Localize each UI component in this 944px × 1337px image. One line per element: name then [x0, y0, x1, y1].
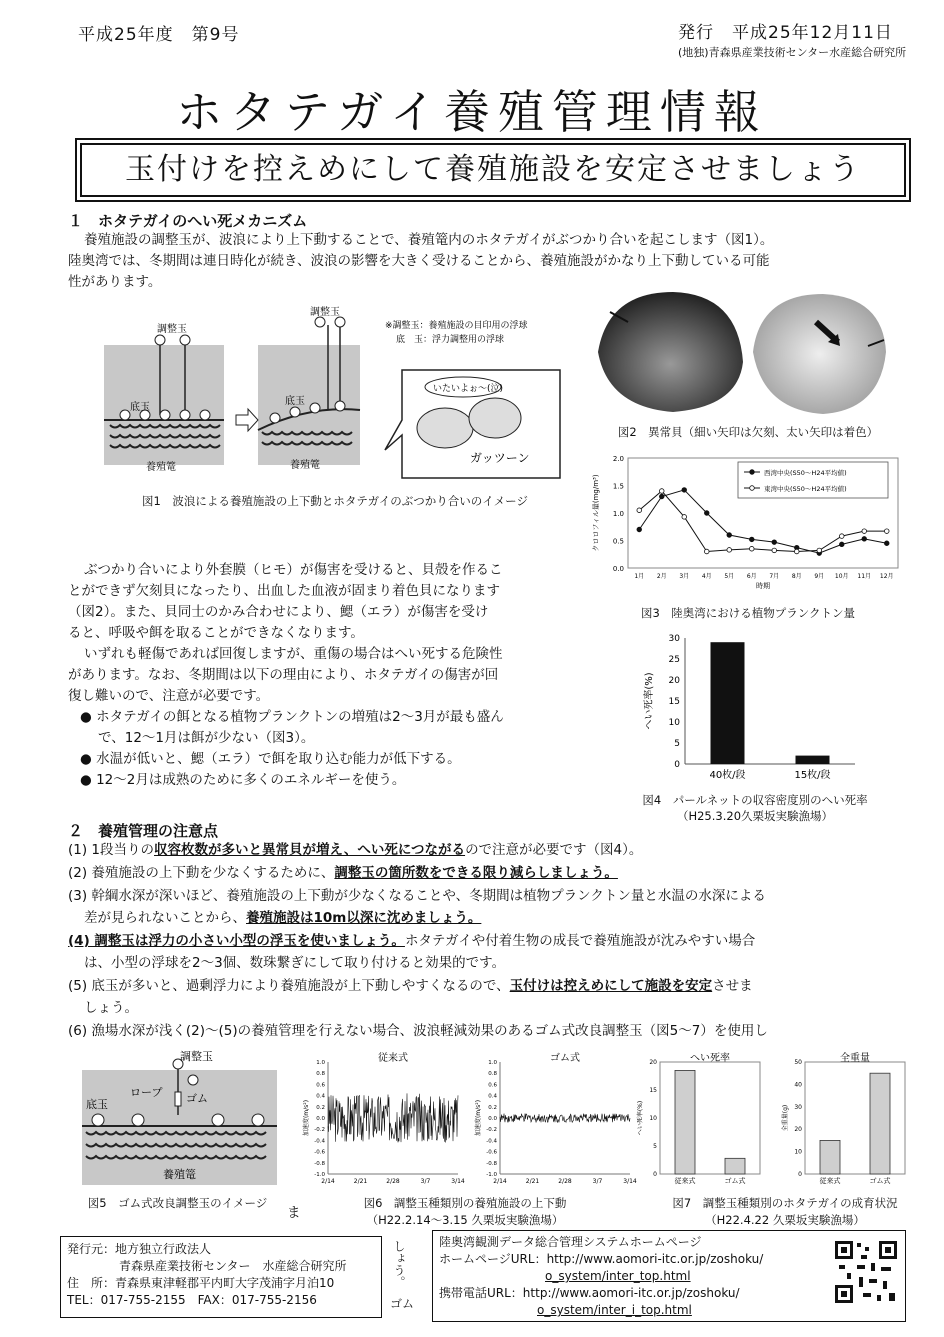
fig6-ytick-label: 0.8	[488, 1071, 497, 1078]
fig6-ytick-label: 0.2	[316, 1104, 325, 1111]
footer-mobile-url-cont[interactable]: o_system/inter_i_top.html	[537, 1303, 692, 1317]
para2-line: ると、呼吸や餌を取ることができなくなります。	[68, 625, 364, 641]
fig3-xlabel: 時期	[756, 582, 770, 590]
bullet-item: ● 12～2月は成熟のために多くのエネルギーを使う。	[80, 772, 406, 788]
fig7-xtick-label: ゴム式	[724, 1177, 746, 1185]
item6-tail-1: ま	[287, 1205, 301, 1221]
fig6-ytick-label: 0.0	[488, 1116, 497, 1122]
section2-item6: (6) 漁場水深が浅く(2)～(5)の養殖管理を行えない場合、波浪軽減効果のあるゴム式改良調整玉（図5～7）を使用し	[68, 1023, 768, 1039]
figure4-chart	[630, 628, 880, 788]
fig7-xtick-label: 従来式	[819, 1177, 841, 1185]
figure5-illustration	[78, 1050, 288, 1190]
figure7-caption-1: 図7 調整玉種類別のホタテガイの成育状況	[672, 1196, 898, 1210]
qr-code-icon[interactable]	[833, 1239, 899, 1305]
fig3-data-point	[862, 529, 867, 534]
publisher: (地独)青森県産業技術センター水産総合研究所	[678, 46, 907, 59]
fig3-xtick-label: 4月	[701, 573, 712, 580]
fig7-bar	[675, 1070, 695, 1174]
fig3-ytick-label: 2.0	[612, 455, 624, 463]
footer-publisher-box	[60, 1236, 382, 1318]
fig6-xtick-label: 2/21	[353, 1178, 368, 1185]
fig7-xtick-label: 従来式	[674, 1177, 696, 1185]
fig7-ylabel: へい死率(%)	[637, 1100, 644, 1136]
fig5-label-chouseidama: 調整玉	[180, 1050, 213, 1063]
footer-homepage-url-cont[interactable]: o_system/inter_top.html	[545, 1269, 691, 1283]
fig1-sound-text: ガッツーン	[470, 451, 530, 465]
fig7-xtick-label: ゴム式	[869, 1177, 891, 1185]
fig6-ytick-label: 0.2	[488, 1104, 497, 1111]
fig1-label-kago-right: 養殖篭	[290, 460, 320, 471]
fig3-legend-label: 東湾中央(S50～H24平均値)	[764, 485, 847, 493]
fig1-bubble-text: いたいよぉ～(泣)	[433, 384, 504, 394]
fig1-label-kago-left: 養殖篭	[146, 462, 176, 473]
section2-item3-cont: 差が見られないことから、養殖施設は10m以深に沈めましょう。	[84, 910, 482, 926]
fig7-ylabel: 全重量(g)	[782, 1104, 789, 1132]
fig3-data-point	[862, 537, 867, 542]
section1-intro-line2: 陸奥湾では、冬期間は連日時化が続き、波浪の影響を大きく受けることから、養殖施設がかなり上下動している可能	[68, 253, 770, 269]
fig4-xtick-label: 40枚/段	[709, 770, 746, 781]
fig3-xtick-label: 7月	[769, 573, 780, 580]
fig3-ylabel: クロロフィル量(mg/m³)	[592, 474, 600, 552]
fig3-data-point	[637, 527, 642, 532]
fig6-ytick-label: -0.4	[486, 1138, 497, 1145]
fig1-note1: ※調整玉：養殖施設の目印用の浮球	[385, 321, 528, 331]
section2-heading: ２ 養殖管理の注意点	[68, 822, 219, 840]
fig3-data-point	[682, 488, 687, 493]
fig6-ytick-label: -0.2	[486, 1127, 497, 1134]
fig6-ylabel: 加速度(m/s²)	[303, 1099, 310, 1137]
fig7-ytick-label: 20	[794, 1126, 802, 1134]
fig6-xtick-label: 3/7	[592, 1178, 603, 1185]
fig6-ytick-label: -0.6	[314, 1149, 325, 1156]
figure6-caption-2: （H22.2.14～3.15 久栗坂実験漁場）	[366, 1213, 564, 1227]
fig3-data-point	[839, 534, 844, 539]
footer-right-line1: 陸奥湾観測データ総合管理システムホームページ	[439, 1235, 702, 1249]
fig6-ytick-label: -0.8	[486, 1160, 497, 1167]
fig4-bar	[711, 642, 745, 764]
fig3-xtick-label: 8月	[791, 573, 802, 580]
fig4-ytick-label: 20	[668, 676, 680, 686]
publication-date: 発行 平成25年12月11日	[678, 23, 893, 43]
fig7-ytick-label: 5	[653, 1143, 657, 1150]
fig3-data-point	[749, 546, 754, 551]
fig6-ytick-label: 1.0	[488, 1060, 497, 1066]
fig1-arrow	[236, 409, 258, 431]
fig3-xtick-label: 5月	[724, 573, 735, 580]
fig6-xtick-label: 2/28	[386, 1178, 400, 1185]
section2-item2: (2) 養殖施設の上下動を少なくするために、調整玉の箇所数をできる限り減らしましょう。	[68, 865, 618, 881]
footer-left-line1: 発行元：地方独立行政法人	[67, 1242, 212, 1256]
fig3-legend-marker	[750, 470, 755, 475]
item6-tail-2: しょう。	[392, 1240, 406, 1288]
figure2-photos	[588, 282, 908, 422]
section2-item5: (5) 底玉が多いと、過剰浮力により養殖施設が上下動しやすくなるので、玉付けは控えめにして施設を安定させま	[68, 978, 753, 994]
bullet-item-continued: で、12～1月は餌が少ない（図3）。	[98, 730, 315, 746]
fig3-ytick-label: 0.5	[612, 537, 624, 546]
fig4-ytick-label: 15	[668, 697, 680, 707]
figure1-illustration	[100, 300, 570, 490]
fig6-ytick-label: -1.0	[486, 1172, 497, 1178]
fig7-bar	[870, 1073, 890, 1174]
fig6-ytick-label: -1.0	[314, 1172, 325, 1178]
subtitle-box	[80, 143, 906, 197]
fig2-stained-shell	[753, 294, 886, 414]
figure5-caption: 図5 ゴム式改良調整玉のイメージ	[87, 1196, 268, 1210]
footer-website-box	[432, 1230, 906, 1322]
fig3-ytick-label: 1.0	[612, 510, 624, 518]
fig3-xtick-label: 3月	[679, 573, 690, 580]
fig3-data-point	[772, 548, 777, 553]
section2-item4: (4) 調整玉は浮力の小さい小型の浮玉を使いましょう。ホタテガイや付着生物の成長で養殖施設が沈みやすい場合	[68, 933, 756, 949]
fig7-ytick-label: 20	[649, 1059, 657, 1066]
fig3-data-point	[659, 489, 664, 494]
fig6-ytick-label: -0.6	[486, 1149, 497, 1156]
fig6-ytick-label: -0.8	[314, 1160, 325, 1167]
fig3-data-point	[727, 548, 732, 553]
fig6-xtick-label: 2/14	[321, 1178, 335, 1185]
fig3-legend-label: 西湾中央(S50～H24平均値)	[764, 469, 847, 477]
para2-line: ぶつかり合いにより外套膜（ヒモ）が傷害を受けると、貝殻を作るこ	[84, 562, 503, 578]
fig3-ytick-label: 0.0	[612, 565, 624, 573]
fig6-signal-line	[328, 1093, 458, 1142]
fig7-ytick-label: 10	[794, 1148, 802, 1156]
fig4-ytick-label: 25	[668, 655, 680, 665]
fig4-bar	[796, 756, 830, 764]
bullet-item: ● ホタテガイの餌となる植物プランクトンの増殖は2～3月が最も盛ん	[80, 709, 504, 725]
fig6-panel-title: 従来式	[378, 1053, 408, 1064]
figure7-chart	[630, 1052, 920, 1192]
fig3-data-point	[727, 533, 732, 538]
fig6-ytick-label: 1.0	[316, 1060, 325, 1066]
fig7-ytick-label: 30	[794, 1103, 802, 1111]
fig6-xtick-label: 2/14	[493, 1178, 507, 1185]
fig1-label-sokudama-left: 底玉	[130, 402, 150, 413]
fig6-xtick-label: 3/14	[451, 1178, 465, 1185]
figure3-chart	[588, 448, 908, 598]
fig7-panel-title: へい死率	[690, 1053, 730, 1064]
fig6-ylabel: 加速度(m/s²)	[475, 1099, 482, 1137]
fig6-ytick-label: 0.4	[316, 1093, 325, 1100]
fig3-data-point	[817, 548, 822, 553]
section1-heading: １ ホタテガイのへい死メカニズム	[68, 212, 308, 230]
fig3-legend-marker	[750, 486, 755, 491]
figure7-caption-2: （H22.4.22 久栗坂実験漁場）	[705, 1213, 865, 1227]
fig7-ytick-label: 15	[649, 1087, 657, 1094]
fig3-data-point	[772, 540, 777, 545]
figure4-caption-1: 図4 パールネットの収容密度別のへい死率	[642, 793, 868, 807]
fig3-xtick-label: 9月	[814, 573, 825, 580]
fig3-xtick-label: 12月	[879, 573, 894, 580]
fig1-scallop-2	[469, 398, 521, 438]
fig1-scallop-1	[417, 408, 473, 448]
fig3-xtick-label: 11月	[857, 573, 872, 580]
section2-item1: (1) 1段当りの収容枚数が多いと異常貝が増え、へい死につながるので注意が必要です（図4）。	[68, 842, 643, 858]
footer-homepage-url[interactable]: ホームページURL：http://www.aomori-itc.or.jp/zoshoku/	[439, 1252, 764, 1266]
fig6-xtick-label: 2/28	[558, 1178, 572, 1185]
fig7-ytick-label: 40	[794, 1081, 802, 1089]
fig6-ytick-label: 0.4	[488, 1093, 497, 1100]
fig6-xtick-label: 3/7	[420, 1178, 431, 1185]
fig6-ytick-label: 0.8	[316, 1071, 325, 1078]
fig1-label-chouseidama-left: 調整玉	[157, 324, 187, 335]
fig4-ytick-label: 0	[674, 760, 680, 770]
fig7-ytick-label: 10	[649, 1115, 657, 1122]
fig7-bar	[820, 1140, 840, 1174]
fig6-xtick-label: 3/14	[623, 1178, 637, 1185]
fig3-xtick-label: 1月	[634, 573, 645, 580]
fig3-data-point	[884, 529, 889, 534]
page-title: ホタテガイ養殖管理情報	[176, 85, 768, 139]
section1-intro-line3: 性があります。	[68, 274, 162, 290]
fig3-data-point	[749, 537, 754, 542]
fig4-ytick-label: 5	[674, 739, 680, 749]
fig6-ytick-label: -0.4	[314, 1138, 325, 1145]
fig2-notched-shell	[598, 292, 743, 412]
subtitle: 玉付けを控えめにして養殖施設を安定させましょう	[125, 152, 861, 187]
fig6-ytick-label: -0.2	[314, 1127, 325, 1134]
fig3-data-point	[884, 541, 889, 546]
issue-number: 平成25年度 第9号	[78, 25, 240, 45]
fig6-ytick-label: 0.6	[488, 1082, 497, 1089]
fig3-xtick-label: 2月	[656, 573, 667, 580]
fig7-ytick-label: 50	[794, 1059, 802, 1066]
fig5-label-rope: ロープ	[130, 1086, 163, 1099]
fig3-data-point	[704, 511, 709, 516]
fig4-xtick-label: 15枚/段	[794, 770, 831, 781]
section1-paragraph2	[68, 560, 593, 791]
footer-left-line2: 青森県産業技術センター 水産総合研究所	[119, 1259, 347, 1273]
figure3-caption: 図3 陸奥湾における植物プランクトン量	[640, 606, 856, 620]
fig3-series-line	[639, 490, 887, 553]
figure6-caption-1: 図6 調整玉種類別の養殖施設の上下動	[363, 1196, 567, 1210]
para2-line: とができず欠刻貝になったり、出血した血液が固まり着色貝になります	[68, 583, 500, 599]
fig1-label-sokudama-right: 底玉	[285, 396, 305, 407]
footer-mobile-url[interactable]: 携帯電話URL：http://www.aomori-itc.or.jp/zoshoku/	[439, 1286, 740, 1300]
fig7-bar	[725, 1158, 745, 1174]
fig7-panel-title: 全重量	[840, 1053, 870, 1064]
para2-line: があります。なお、冬期間は以下の理由により、ホタテガイの傷害が回	[68, 667, 499, 683]
fig4-ytick-label: 10	[668, 718, 680, 728]
section2-item3: (3) 幹綱水深が深いほど、養殖施設の上下動が少なくなることや、冬期間は植物プランクトン量と水温の水深による	[68, 888, 766, 904]
figure2-caption: 図2 異常貝（細い矢印は欠刻、太い矢印は着色）	[617, 425, 879, 439]
figure1-caption: 図1 波浪による養殖施設の上下動とホタテガイのぶつかり合いのイメージ	[142, 494, 528, 508]
fig4-ytick-label: 30	[668, 634, 680, 644]
fig1-label-chouseidama-right: 調整玉	[310, 307, 340, 318]
fig6-ytick-label: 0.0	[316, 1116, 325, 1122]
fig3-ytick-label: 1.5	[612, 482, 624, 491]
fig3-data-point	[637, 508, 642, 513]
para2-line: 復し難いので、注意が必要です。	[68, 688, 270, 704]
fig3-xtick-label: 10月	[834, 573, 849, 580]
fig3-data-point	[704, 549, 709, 554]
fig1-note2: 底 玉：浮力調整用の浮球	[396, 335, 505, 345]
bullet-item: ● 水温が低いと、鰓（エラ）で餌を取り込む能力が低下する。	[80, 751, 461, 767]
item6-tail-3: ゴム	[390, 1297, 415, 1311]
footer-left-line4: TEL：017-755-2155 FAX：017-755-2156	[67, 1293, 317, 1307]
figure6-chart	[300, 1052, 637, 1192]
section2-item4-cont: は、小型の浮球を2～3個、数珠繋ぎにして取り付けると効果的です。	[84, 955, 506, 971]
fig6-xtick-label: 2/21	[525, 1178, 540, 1185]
section1-intro-line1: 養殖施設の調整玉が、波浪により上下動することで、養殖篭内のホタテガイがぶつかり合いを起こします（図1）。	[84, 232, 774, 248]
fig4-ylabel: へい死率(%)	[644, 672, 655, 730]
fig3-data-point	[682, 515, 687, 520]
para2-line: いずれも軽傷であれば回復しますが、重傷の場合はへい死する危険性	[84, 646, 503, 662]
fig3-data-point	[794, 549, 799, 554]
fig6-signal-line	[500, 1114, 630, 1123]
fig3-data-point	[659, 494, 664, 499]
fig5-label-gomu: ゴム	[186, 1092, 208, 1105]
fig5-label-sokudama: 底玉	[86, 1098, 108, 1111]
fig7-ytick-label: 0	[798, 1171, 802, 1178]
section2-item5-cont: しょう。	[84, 1000, 138, 1016]
fig3-data-point	[839, 542, 844, 547]
fig6-panel-title: ゴム式	[550, 1053, 580, 1064]
figure4-caption-2: （H25.3.20久栗坂実験漁場）	[676, 809, 834, 823]
fig6-ytick-label: 0.6	[316, 1082, 325, 1089]
footer-left-line3: 住 所：青森県東津軽郡平内町大字茂浦字月泊10	[67, 1276, 335, 1290]
fig3-xtick-label: 6月	[746, 573, 757, 580]
fig7-ytick-label: 0	[653, 1171, 657, 1178]
fig5-label-kago: 養殖篭	[163, 1168, 196, 1181]
para2-line: （図2）。また、貝同士のかみ合わせにより、鰓（エラ）が傷害を受け	[68, 604, 489, 620]
